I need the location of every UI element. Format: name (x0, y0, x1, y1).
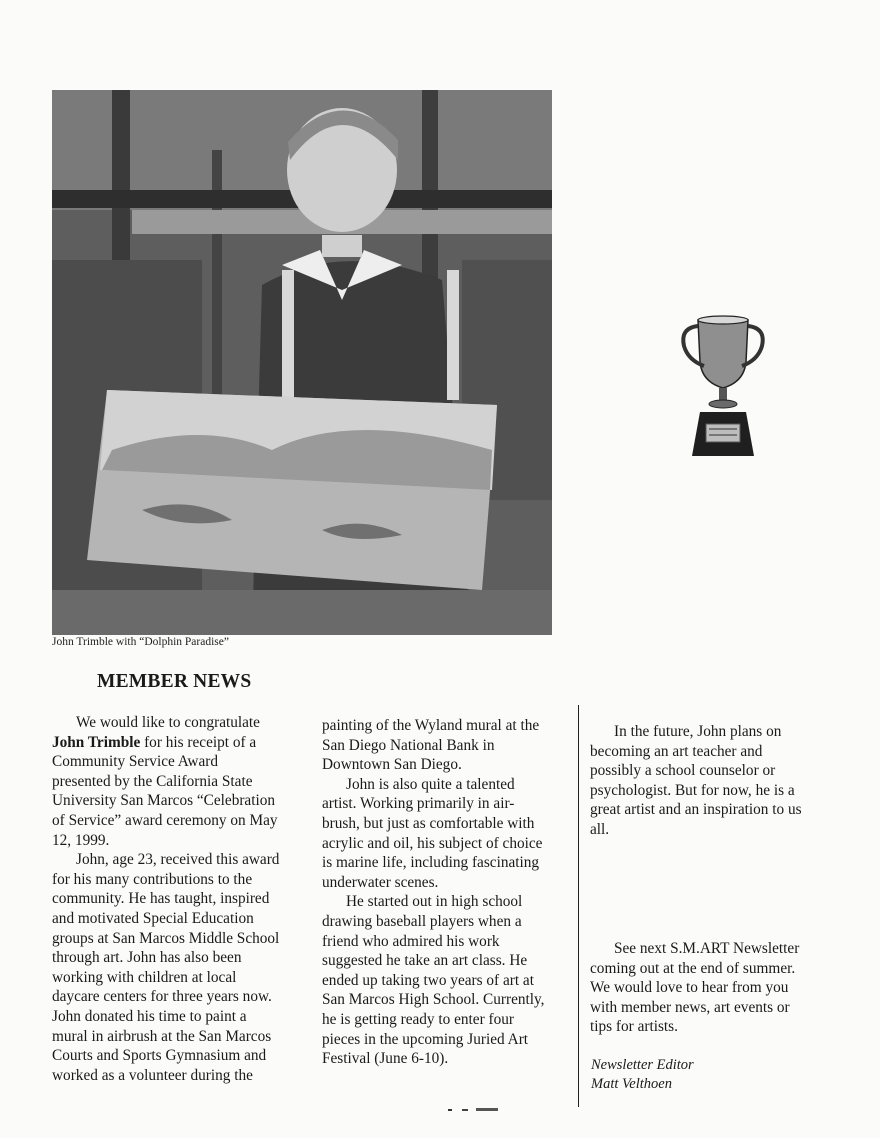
text-line: for his many contributions to the (52, 870, 253, 888)
text-line: underwater scenes. (322, 873, 439, 891)
newsletter-notice (590, 939, 799, 1037)
section-heading: MEMBER NEWS (97, 671, 252, 692)
text-line: Courts and Sports Gymnasium and (52, 1047, 267, 1065)
text-line: friend who admired his work (322, 932, 500, 950)
member-name: John Trimble (52, 733, 141, 751)
text-line: working with children at local (52, 968, 237, 986)
text-line: through art. John has also been (52, 949, 242, 967)
text-line: all. (590, 820, 610, 838)
text-line: Community Service Award (52, 753, 218, 771)
text-line: tips for artists. (590, 1018, 678, 1036)
text-line: he is getting ready to enter four (322, 1010, 514, 1028)
text-line: becoming an art teacher and (590, 742, 763, 760)
text-line: artist. Working primarily in air- (322, 795, 515, 813)
editor-signature (591, 1056, 694, 1094)
text-line: John is also quite a talented (346, 775, 515, 793)
editor-name: Matt Velthoen (591, 1076, 672, 1092)
text-line: mural in airbrush at the San Marcos (52, 1027, 272, 1045)
text-line: John donated his time to paint a (52, 1007, 247, 1025)
scan-smudge (448, 1108, 500, 1112)
text-line: of Service” award ceremony on May (52, 811, 278, 829)
text-line: suggested he take an art class. He (322, 952, 528, 970)
text-line: Downtown San Diego. (322, 756, 462, 774)
text-line: See next S.M.ART Newsletter (614, 940, 800, 957)
article-column-2 (322, 716, 544, 1069)
text-line: painting of the Wyland mural at the (322, 717, 540, 734)
text-line: presented by the California State (52, 772, 253, 790)
text-line: is marine life, including fascinating (322, 854, 540, 872)
text-line: coming out at the end of summer. (590, 959, 796, 977)
article-column-3 (590, 722, 802, 840)
text-line: possibly a school counselor or (590, 762, 776, 780)
text-line: San Marcos High School. Currently, (322, 991, 545, 1009)
text-line: daycare centers for three years now. (52, 988, 272, 1006)
text-line: groups at San Marcos Middle School (52, 929, 280, 947)
text-line: worked as a volunteer during the (52, 1066, 253, 1084)
text-line: pieces in the upcoming Juried Art (322, 1030, 529, 1048)
text-line: We would love to hear from you (590, 979, 789, 997)
text-line: We would like to congratulate (76, 714, 260, 731)
photo-image (52, 90, 552, 635)
photo-john-trimble (52, 90, 552, 635)
text-line: University San Marcos “Celebration (52, 792, 276, 810)
text-line: 12, 1999. (52, 831, 110, 849)
text-line: great artist and an inspiration to us (590, 801, 802, 819)
text-line: ended up taking two years of art at (322, 971, 534, 989)
text-line: drawing baseball players when a (322, 912, 522, 930)
text-line: with member news, art events or (590, 998, 790, 1016)
text-line: and motivated Special Education (52, 909, 254, 927)
column-divider (578, 705, 579, 1107)
photo-caption: John Trimble with “Dolphin Paradise” (52, 636, 229, 648)
text-line: Festival (June 6-10). (322, 1050, 449, 1068)
text-line: brush, but just as comfortable with (322, 814, 535, 832)
article-column-1 (52, 713, 279, 1085)
text-line: psychologist. But for now, he is a (590, 781, 795, 799)
trophy-icon (676, 312, 770, 458)
text-line (52, 733, 279, 753)
text-line: He started out in high school (346, 893, 523, 911)
text-line: San Diego National Bank in (322, 736, 495, 754)
editor-title: Newsletter Editor (591, 1057, 694, 1073)
text-line: In the future, John plans on (614, 723, 782, 740)
text-line: John, age 23, received this award (76, 851, 280, 869)
text-line: community. He has taught, inspired (52, 890, 270, 908)
text-fragment: for his receipt of a (140, 733, 257, 751)
text-line: acrylic and oil, his subject of choice (322, 834, 543, 852)
